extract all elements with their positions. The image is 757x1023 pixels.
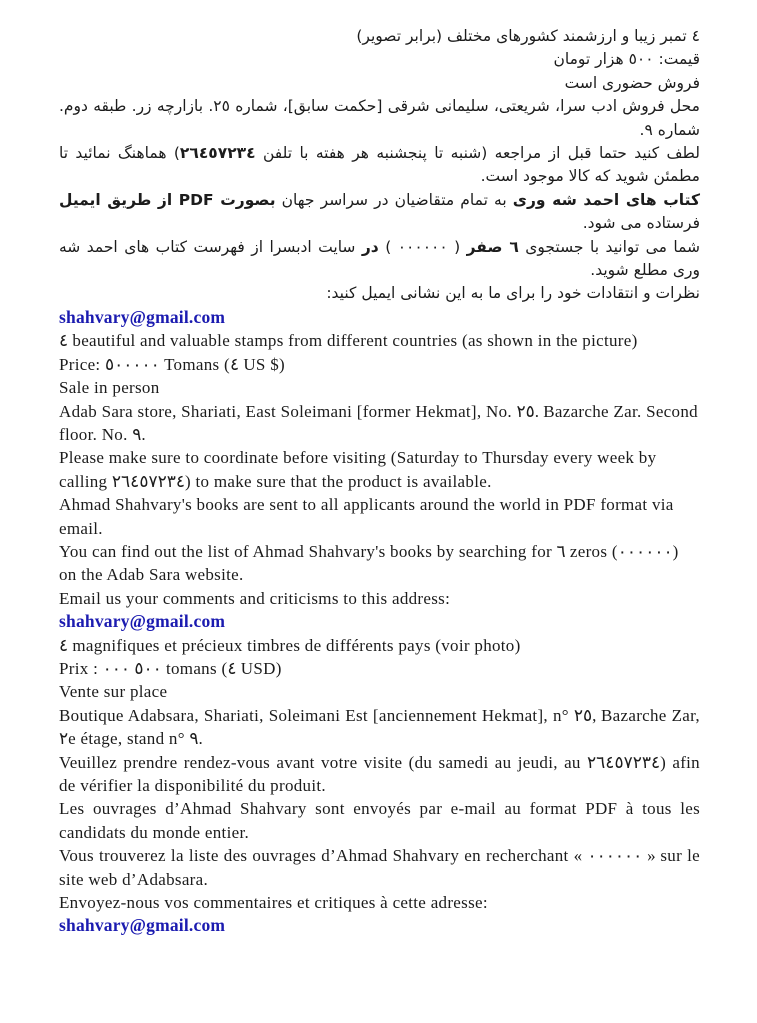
fa-sale-line bbox=[59, 72, 700, 95]
en-search-line bbox=[59, 540, 700, 587]
text-run: Veuillez prendre rendez-vous avant votre visite (du samedi au jeudi, au ٢٦٤٥٧٢٣٤) afin de vérifier la disponibilité du produit. bbox=[59, 752, 700, 795]
fr-title-line bbox=[59, 634, 700, 657]
text-run: Adab Sara store, Shariati, East Soleimani [former Hekmat], No. ٢٥. Bazarche Zar. Second floor. No. ٩. bbox=[59, 401, 698, 444]
email-link-fr bbox=[59, 914, 700, 937]
text-run: لطف کنید حتما قبل از مراجعه (شنبه تا پنجشنبه هر هفته با تلفن bbox=[255, 144, 700, 163]
text-run: Email us your comments and criticisms to this address: bbox=[59, 588, 451, 608]
en-address-line bbox=[59, 400, 700, 447]
text-run: Envoyez-nous vos commentaires et critiques à cette adresse: bbox=[59, 893, 488, 913]
fa-price-line bbox=[59, 48, 700, 71]
text-run: ٤ تمبر زیبا و ارزشمند کشورهای مختلف (برابر تصویر) bbox=[356, 27, 700, 45]
fr-price-line bbox=[59, 657, 700, 680]
text-run: قیمت: ٥٠٠ هزار تومان bbox=[553, 50, 700, 69]
text-run: شما می توانید با جستجوی bbox=[518, 237, 701, 256]
text-run: Vous trouverez la liste des ouvrages d’Ahmad Shahvary en recherchant « ٠٠٠٠٠٠ » sur le site web d’Adabsara. bbox=[59, 846, 700, 889]
document-body bbox=[59, 25, 700, 938]
text-run: فروش حضوری است bbox=[564, 73, 700, 92]
text-run: Prix : ٥٠٠ ٠٠٠ tomans (٤ USD) bbox=[59, 658, 282, 678]
fa-books-line bbox=[59, 189, 700, 236]
email-link-en bbox=[59, 610, 700, 633]
bold-text-run: بصورت PDF از طریق ایمیل bbox=[59, 190, 276, 209]
text-run: ) هماهنگ نمائید تا مطمئن شوید که کالا موجود است. bbox=[59, 144, 700, 186]
text-run: ٤ magnifiques et précieux timbres de différents pays (voir photo) bbox=[59, 635, 521, 655]
bold-text-run: ٢٦٤٥٧٢٣٤ bbox=[179, 144, 256, 163]
email-link[interactable]: shahvary@gmail.com bbox=[59, 306, 226, 327]
text-run: Price: ٥٠٠٠٠٠ Tomans (٤ US $) bbox=[59, 354, 286, 374]
fr-feedback-line bbox=[59, 891, 700, 914]
fr-books-line bbox=[59, 797, 700, 844]
text-run: Please make sure to coordinate before visiting (Saturday to Thursday every week by calling ٢٦٤٥٧٢٣٤) to make sure that the product is available. bbox=[59, 448, 657, 491]
fr-search-line bbox=[59, 844, 700, 891]
text-run: نظرات و انتقادات خود را برای ما به این نشانی ایمیل کنید: bbox=[326, 284, 700, 303]
fa-address-line bbox=[59, 95, 700, 142]
text-run: فرستاده می شود. bbox=[582, 214, 700, 233]
text-run: ٤ beautiful and valuable stamps from different countries (as shown in the picture) bbox=[59, 331, 638, 351]
text-run: محل فروش ادب سرا، شریعتی، سلیمانی شرقی [حکمت سابق]، شماره ٢٥. بازارچه زر. طبقه دوم. شماره ٩. bbox=[59, 97, 700, 139]
text-run: Les ouvrages d’Ahmad Shahvary sont envoyés par e-mail au format PDF à tous les candidats du monde entier. bbox=[59, 799, 700, 842]
fa-phone-line bbox=[59, 142, 700, 189]
fa-feedback-line bbox=[59, 282, 700, 305]
en-phone-line bbox=[59, 446, 700, 493]
en-sale-line bbox=[59, 376, 700, 399]
en-price-line bbox=[59, 353, 700, 376]
email-link-fa bbox=[59, 306, 700, 329]
en-feedback-line bbox=[59, 587, 700, 610]
bold-text-run: در bbox=[361, 237, 379, 256]
text-run: You can find out the list of Ahmad Shahvary's books by searching for ٦ zeros (٠٠٠٠٠٠) on the Adab Sara website. bbox=[59, 541, 679, 585]
fa-title-line bbox=[59, 25, 700, 48]
bold-text-run: ٦ صفر bbox=[466, 237, 519, 256]
fa-search-line bbox=[59, 236, 700, 283]
fr-phone-line bbox=[59, 751, 700, 798]
email-link[interactable]: shahvary@gmail.com bbox=[59, 915, 226, 936]
fr-address-line bbox=[59, 704, 700, 751]
en-title-line bbox=[59, 329, 700, 352]
text-run: Sale in person bbox=[59, 378, 160, 398]
text-run: سایت ادبسرا از فهرست کتاب های احمد شه وری مطلع شوید. bbox=[59, 237, 700, 280]
email-link[interactable]: shahvary@gmail.com bbox=[59, 611, 226, 632]
text-run: Vente sur place bbox=[59, 682, 168, 702]
text-run: ( ٠٠٠٠٠٠ ) bbox=[378, 237, 467, 256]
text-run: Ahmad Shahvary's books are sent to all applicants around the world in PDF format via email. bbox=[59, 495, 674, 538]
fr-sale-line bbox=[59, 680, 700, 703]
bold-text-run: کتاب های احمد شه وری bbox=[512, 190, 700, 209]
en-books-line bbox=[59, 493, 700, 540]
text-run: Boutique Adabsara, Shariati, Soleimani Est [anciennement Hekmat], n° ٢٥, Bazarche Zar, ٢e étage, stand n° ٩. bbox=[59, 705, 700, 749]
text-run: به تمام متقاضیان در سراسر جهان bbox=[275, 190, 513, 209]
